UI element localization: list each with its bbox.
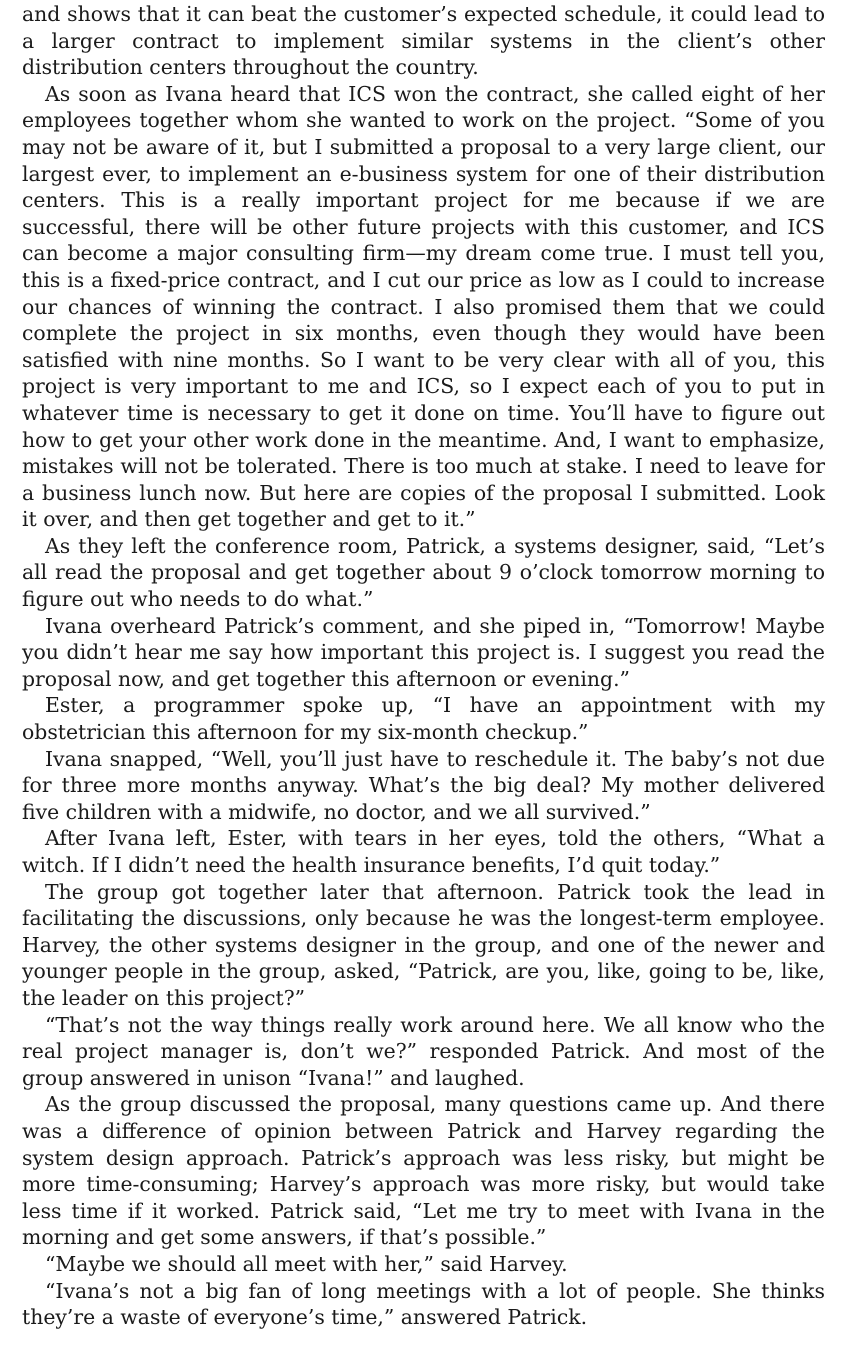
paragraph-patrick-suggestion: As they left the conference room, Patrick, a systems designer, said, “Let’s all read the proposal and get together about 9 o’clock tomorrow morning to figure out who needs to do what.” [22,533,825,612]
paragraph-ester-appointment: Ester, a programmer spoke up, “I have an appointment with my obstetrician this afternoon for my six-month checkup.” [22,693,825,745]
paragraph-patrick-answer: “Ivana’s not a big fan of long meetings with a lot of people. She thinks they’re a waste of everyone’s time,” answered Patrick. [22,1278,825,1330]
paragraph-ivana-overheard: Ivana overheard Patrick’s comment, and she piped in, “Tomorrow! Maybe you didn’t hear me say how important this project is. I suggest you read the proposal now, and get together this afternoon or evening.” [22,613,825,691]
paragraph-ester-tears: After Ivana left, Ester, with tears in her eyes, told the others, “What a witch. If I didn’t need the health insurance benefits, I’d quit today.” [22,826,825,877]
paragraph-harvey-reply: “Maybe we should all meet with her,” said Harvey. [45,1251,568,1276]
paragraph-ivana-snapped: Ivana snapped, “Well, you’ll just have to reschedule it. The baby’s not due for three more months anyway. What’s the big deal? My mother delivered five children with a midwife, no doctor, and we all survived.” [22,746,825,824]
paragraph-design-approach: As the group discussed the proposal, many questions came up. And there was a difference of opinion between Patrick and Harvey regarding the system design approach. Patrick’s approach was less risky, but might be more time-consuming; Harvey’s approach was more risky, but would take less time if it worked. Patrick said, “Let me try to meet with Ivana in the morning and get some answers, if that’s possible.” [22,1092,825,1250]
paragraph-group-meeting: The group got together later that afternoon. Patrick took the lead in facilitating the discussions, only because he was the longest-term employee. Harvey, the other systems designer in the group, and one of the newer and younger people in the group, asked, “Patrick, are you, like, going to be, like, the leader on this project?” [22,879,825,1010]
paragraph-continuation: and shows that it can beat the customer’s expected schedule, it could lead to a larger contract to implement similar systems in the client’s other distribution centers throughout the country. [22,2,825,80]
paragraph-ivana-kickoff: As soon as Ivana heard that ICS won the contract, she called eight of her employees together whom she wanted to work on the project. “Some of you may not be aware of it, but I submitted a proposal to a very large client, our largest ever, to implement an e-business system for one of their distribution centers. This is a really important project for me because if we are successful, there will be other future projects with this customer, and ICS can become a major consulting firm—my dream come true. I must tell you, this is a fixed-price contract, and I cut our price as low as I could to increase our chances of winning the contract. I also promised them that we could complete the project in six months, even though they would have been satisfied with nine months. So I want to be very clear with all of you, this project is very important to me and ICS, so I expect each of you to put in whatever time is necessary to get it done on time. You’ll have to figure out how to get your other work done in the meantime. And, I want to emphasize, mistakes will not be tolerated. There is too much at stake. I need to leave for a business lunch now. But here are copies of the proposal I submitted. Look it over, and then get together and get to it.” [22,81,825,532]
paragraph-real-project-manager: “That’s not the way things really work around here. We all know who the real project manager is, don’t we?” responded Patrick. And most of the group answered in unison “Ivana!” and laughed. [22,1012,825,1090]
